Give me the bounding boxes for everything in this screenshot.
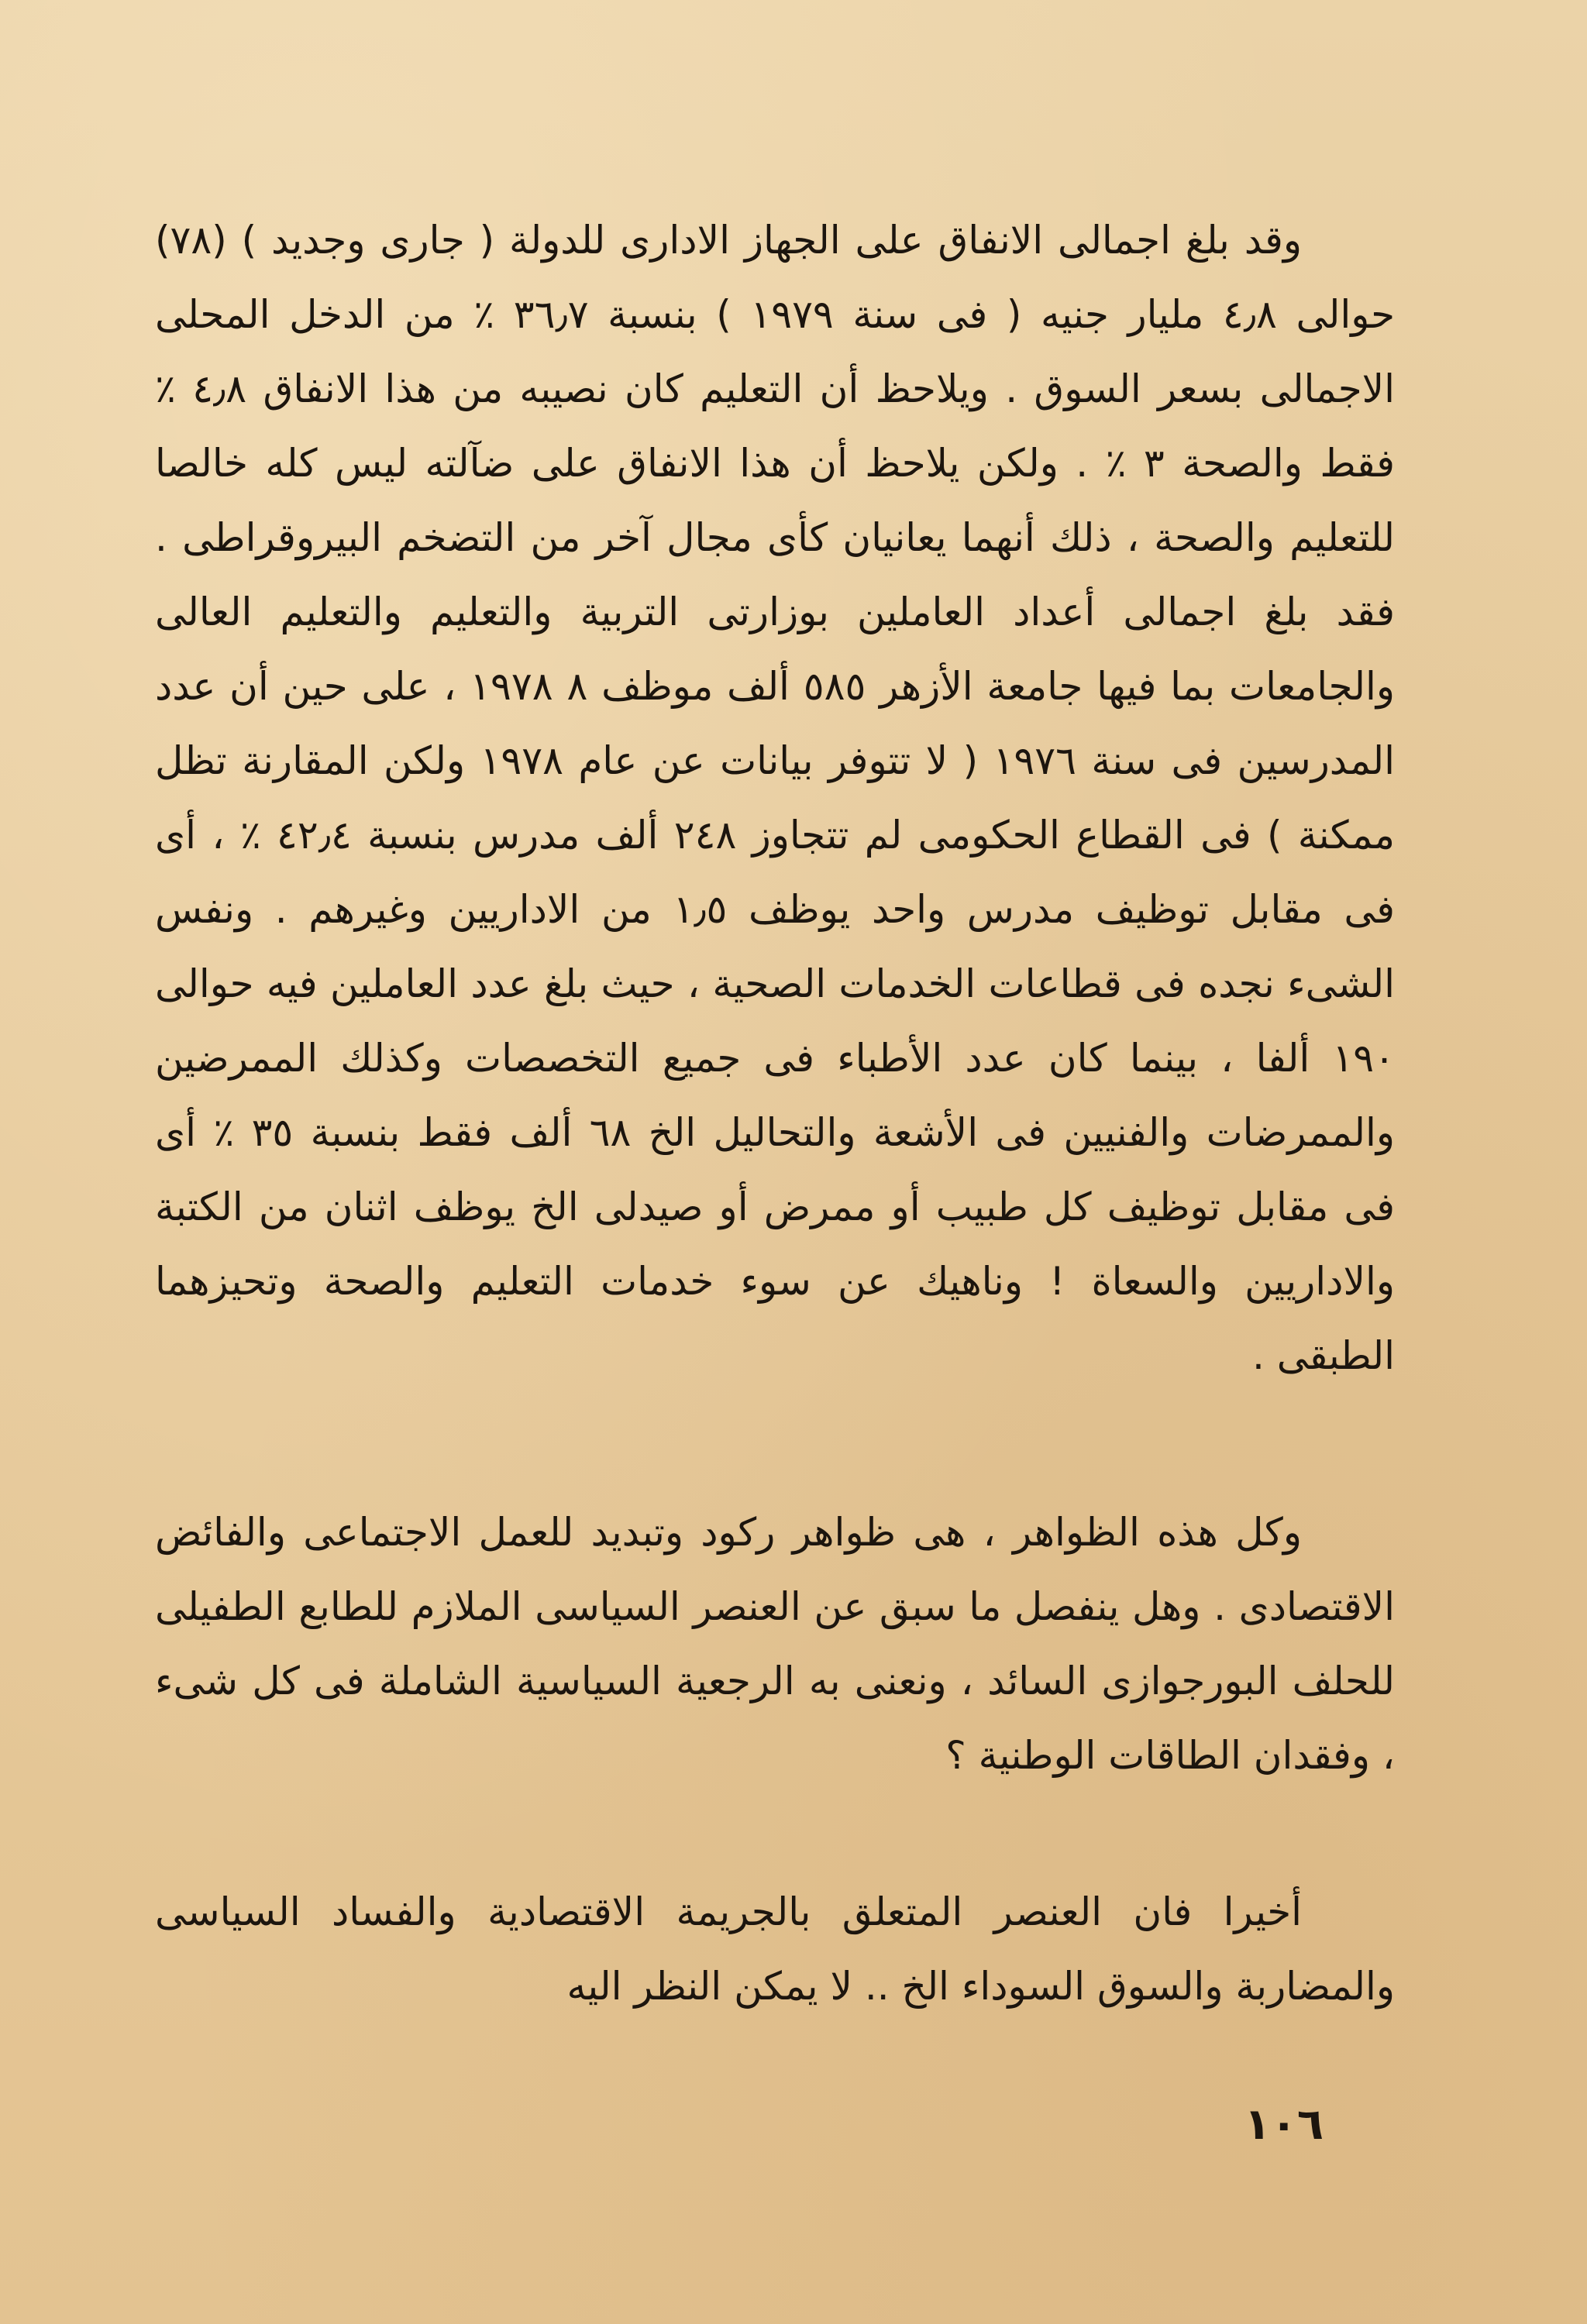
body-paragraph-2	[155, 1495, 1395, 1793]
paragraph-text: أخيرا فان العنصر المتعلق بالجريمة الاقتصادية والفساد السياسى والمضاربة والسوق السوداء الخ .. لا يمكن النظر اليه	[155, 1889, 1395, 2009]
paragraph-text: وقد بلغ اجمالى الانفاق على الجهاز الادارى للدولة ( جارى وجديد ) (٧٨) حوالى ٤٫٨ مليار جنيه ( فى سنة ١٩٧٩ ) بنسبة ٣٦٫٧ ٪ من الدخل المحلى الاجمالى بسعر السوق . ويلاحظ أن التعليم كان نصيبه من هذا الانفاق ٤٫٨ ٪ فقط والصحة ٣ ٪ . ولكن يلاحظ أن هذا الانفاق على ضآلته ليس كله خالصا للتعليم والصحة ، ذلك أنهما يعانيان كأى مجال آخر من التضخم البيروقراطى . فقد بلغ اجمالى أعداد العاملين بوزارتى التربية والتعليم والتعليم العالى والجامعات بما فيها جامعة الأزهر ٥٨٥ ألف موظف ٨ ١٩٧٨ ، على حين أن عدد المدرسين فى سنة ١٩٧٦ ( لا تتوفر بيانات عن عام ١٩٧٨ ولكن المقارنة تظل ممكنة ) فى القطاع الحكومى لم تتجاوز ٢٤٨ ألف مدرس بنسبة ٤٢٫٤ ٪ ، أى فى مقابل توظيف مدرس واحد يوظف ١٫٥ من الاداريين وغيرهم . ونفس الشىء نجده فى قطاعات الخدمات الصحية ، حيث بلغ عدد العاملين فيه حوالى ١٩٠ ألفا ، بينما كان عدد الأطباء فى جميع التخصصات وكذلك الممرضين والممرضات والفنيين فى الأشعة والتحاليل الخ ٦٨ ألف فقط بنسبة ٣٥ ٪ أى فى مقابل توظيف كل طبيب أو ممرض أو صيدلى الخ يوظف اثنان من الكتبة والاداريين والسعاة ! وناهيك عن سوء خدمات التعليم والصحة وتحيزهما الطبقى .	[155, 218, 1396, 1378]
body-paragraph-3	[155, 1875, 1395, 2023]
paragraph-text: وكل هذه الظواهر ، هى ظواهر ركود وتبديد للعمل الاجتماعى والفائض الاقتصادى . وهل ينفصل ما سبق عن العنصر السياسى الملازم للطابع الطفيلى للحلف البورجوازى السائد ، ونعنى به الرجعية السياسية الشاملة فى كل شىء ، وفقدان الطاقات الوطنية ؟	[155, 1510, 1395, 1778]
page-number: ١٠٦	[1244, 2099, 1324, 2150]
body-paragraph-1	[155, 203, 1395, 1393]
